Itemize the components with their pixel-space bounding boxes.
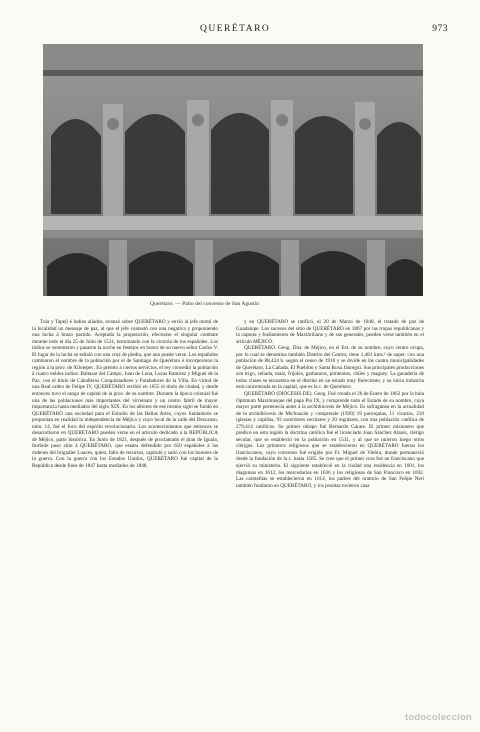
header-title: QUERÉTARO: [200, 24, 271, 34]
watermark: todocoleccion: [294, 712, 472, 728]
convent-patio-photo: [43, 44, 423, 296]
paragraph: Tula y Tapejí é indios aliados, avanzó sobre QUERÉTARO y envió al jefe otomí de la localidad un mensaje de paz, al que el jefe contestó con una negativa y proponiendo una lucha á brazo partido. Aceptada la proposición, efectuóse el singular combate durante todo el día 25 de Julio de 1531, terminando con la victoria de los españoles. Los indios se sometieron y pasaron la noche en festejos en honor de su nuevo señor Carlos V. El lugar de la lucha se señaló con una cruz de piedra, que aun puede verse. Los españoles cambiaron el nombre de la población por el de Santiago de Querétaro é incorporaron la región á la prov. de Xilotepec. En premio á ciertos servicios, el rey concedió la población á cuatro nobles indios: Baltasar del Campo, Juan de Luna, Lucas Ramírez y Miguel de la Paz, con el título de Caballeros Conquistadores y Fundadores de la Villa. En virtud de una Real orden de Felipe IV, QUERÉTARO recibió en 1655 el título de ciudad, y desde entonces tuvo el rango de capital de la prov. de su nombre. Durante la época colonial fué una de las poblaciones más importantes del virreinato y un centro fabril de mayor importancia hasta mediados del siglo XIX. En los albores de ese mismo siglo se fundó en QUERÉTARO una sociedad para el Estudio de las Bellas Artes, cuyos fundadores se proponían en realidad la independencia de Méjico y cuyo local de la calle del Descanso, núm. 14, fué el foco del espíritu revolucionario. Los acontecimientos que entonces se desarrollaron en QUERÉTARO pueden verse en el artículo dedicado á la REPÚBLICA de Méjico, parte histórica. En Junio de 1821, después de proclamado el plan de Iguala, Iturbide puso sitio á QUERÉTARO, que estaba defendido por 650 españoles á las órdenes del brigadier Luaces, quien, falto de recursos, capituló y salió con los honores de la guerra. Con la guerra con los Estados Unidos, QUERÉTARO fué capital de la República desde fines de 1847 hasta mediados de 1848,: [32, 319, 218, 470]
page-number: 973: [432, 24, 448, 34]
running-header: [40, 24, 448, 38]
paragraph: y en QUERÉTARO se ratificó, el 20 de Marzo de 1848, el tratado de paz de Guadalupe. Los sucesos del sitio de QUERÉTARO en 1867 por las tropas republicanas y la captura y fusilamiento de Maximiliano y de sus generales, pueden verse también en el artículo MÉJICO.: [236, 319, 424, 345]
photo-caption: Querétaro. — Patio del convento de San Agustín: [150, 301, 260, 307]
paragraph: QUERÉTARO (DIÓCESIS DE). Geog. Fué creada el 26 de Enero de 1862 por la bula Optimum Maximusque del papa Pío IX, y comprende todo el Estado de su nombre, cuya mayor parte pertenecía antes á la archidiócesis de Méjico. Es sufragánea en la actualidad de la archidiócesis de Michoacán y comprende (1920) 19 parroquias, 11 vicarías, 210 iglesias y capillas, 93 sacerdotes seculares y 20 regulares, con una población católica de 279,414 católicos. Su primer obispo fué Bernardo Gárate. El primer misionero que predicó en esta región la doctrina católica fué el licenciado Juan Sánchez Alanís, clérigo secular, que se estableció en la población en 1531, y al que se unieron luego otros clérigos. Los primeros religiosos que se establecieron en QUERÉTARO fueron los franciscanos, cuyo convento fué erigido por Fr. Miguel de Viebra, donde permaneció desde la fundación de la c. hasta 1585. Se cree que el primer cura fué un franciscano que ejerció su ministerio. El siguiente estableció en la ciudad una residencia en 1601, los diaguinos en 1612, los mercedarios en 1636 y los religiosos de San Francisco en 1692. Las carmelitas se establecieron en 1614, los padres del oratorio de San Felipe Neri también fundaron en QUERÉTARO, y los jesuitas tuvieron casa: [236, 391, 424, 489]
text-column-left: [32, 319, 218, 470]
paragraph: QUERÉTARO. Geog. Dist. de Méjico, en el Est. de su nombre, cuyo centro ocupa, por lo cual se denomina también Distrito del Centro; tiene 1,481 kms.² de super. con una población de 88,424 h. según el censo de 1910 y se divide en las cuatro municipalidades de Querétaro, La Cañada, El Pueblito y Santa Rosa Jáuregui. Sus principales producciones son trigo, cebada, maíz, frijoles, garbanzos, pimientos, chiles y maguey. La ganadería de todos clases se encuentra en el distrito en un estado muy floreciente, y su única industria está concentrada en la capital, que es la c. de Querétaro.: [236, 345, 424, 391]
text-column-right: [236, 319, 424, 489]
